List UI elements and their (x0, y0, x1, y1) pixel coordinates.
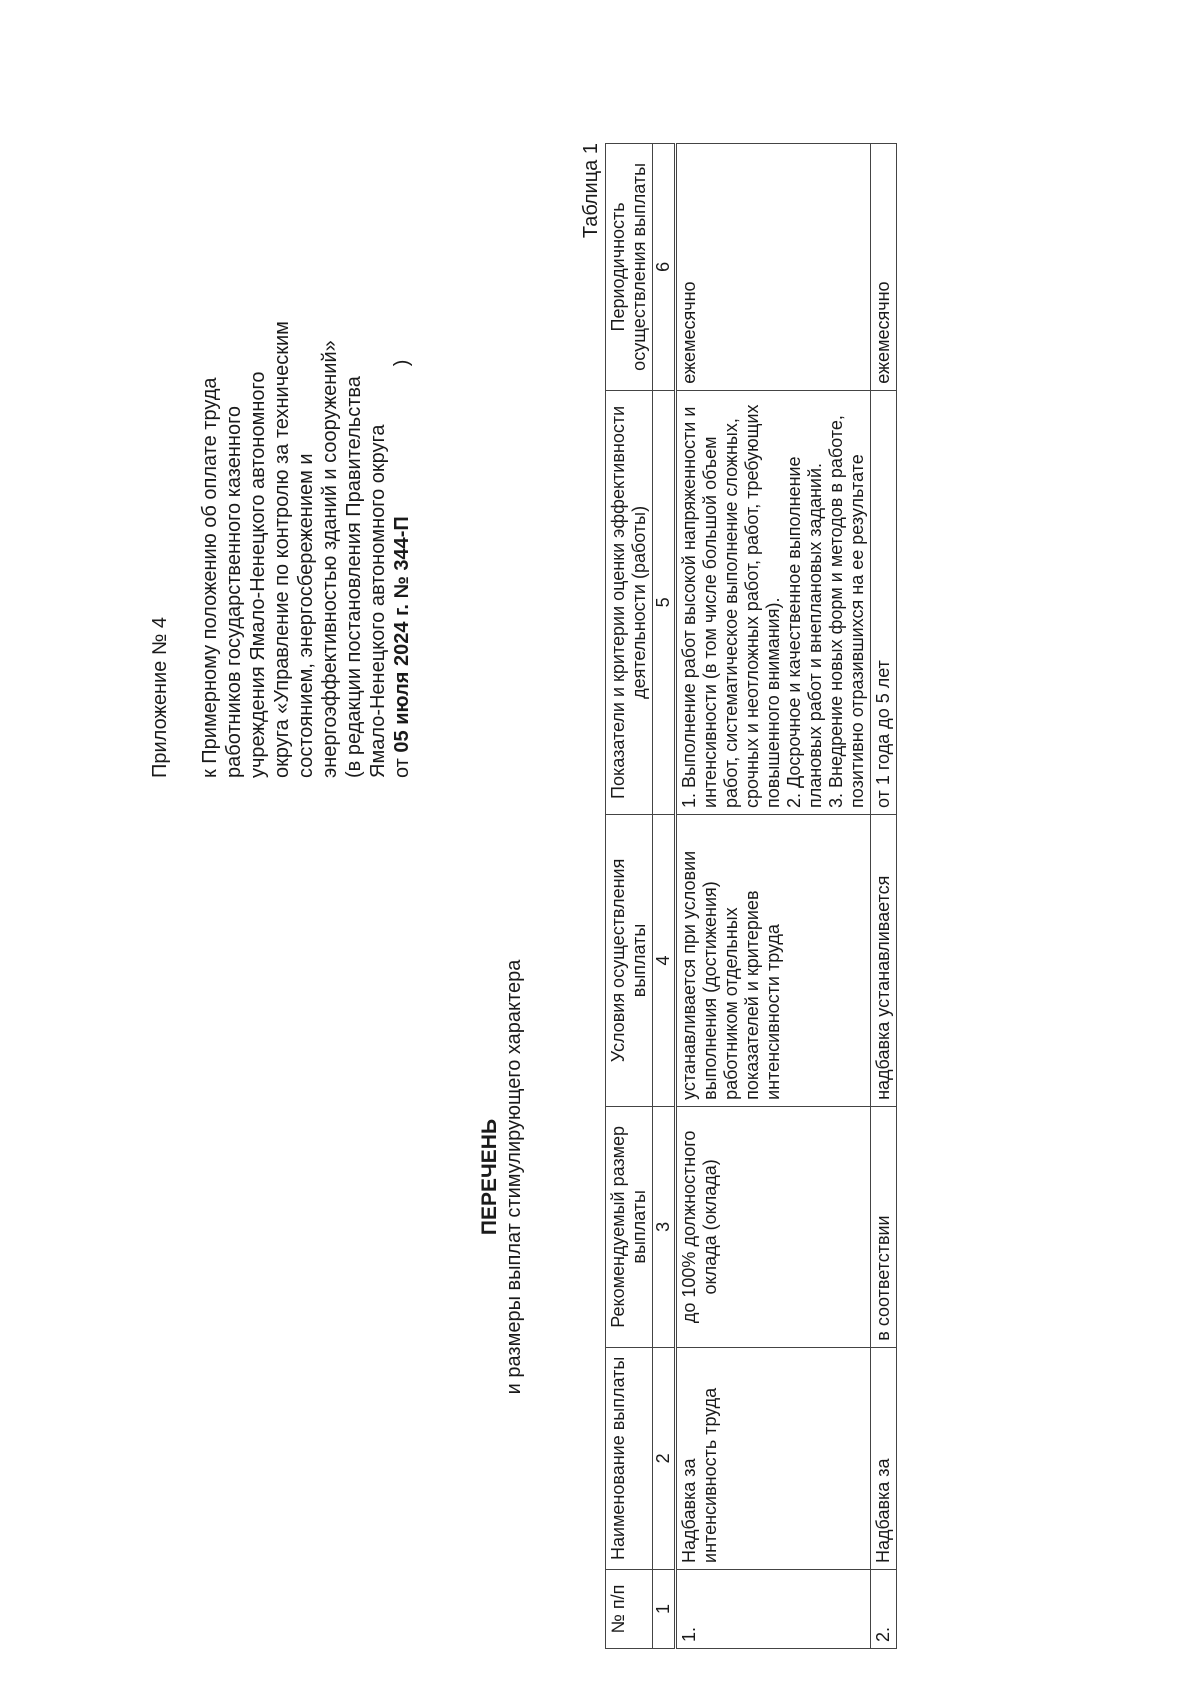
column-number: 3 (653, 1106, 676, 1347)
document-title (478, 657, 526, 1697)
appendix-number: Приложение № 4 (149, 617, 171, 778)
payment-name: Надбавка за (871, 1347, 897, 1569)
title-sub: и размеры выплат стимулирующего характера (503, 959, 525, 1395)
header-cell: № п/п (606, 1569, 653, 1648)
payment-name: Надбавка за интенсивность труда (676, 1347, 871, 1569)
table-header-row (606, 144, 653, 1649)
appendix-line: состоянием, энергосбережением и (295, 453, 317, 778)
column-number: 1 (653, 1569, 676, 1648)
payment-criteria: от 1 года до 5 лет (871, 390, 897, 814)
header-cell: Условия осуществления выплаты (606, 814, 653, 1106)
date-prefix: от (391, 758, 413, 778)
header-cell: Показатели и критерии оценки эффективности деятельности (работы) (606, 390, 653, 814)
payment-period: ежемесячно (871, 144, 897, 391)
payment-size: до 100% должностного оклада (оклада) (676, 1106, 871, 1347)
payments-table (605, 143, 897, 1649)
column-number: 6 (653, 144, 676, 391)
date-suffix: ) (391, 359, 413, 367)
payment-period: ежемесячно (676, 144, 871, 391)
appendix-line: энергоэффективностью зданий и сооружений» (319, 340, 341, 778)
appendix-line: к Примерному положению об оплате труда (199, 377, 221, 778)
appendix-line: работников государственного казенного (223, 405, 245, 778)
payment-conditions: устанавливается при условии выполнения (достижения) работником отдельных показателей и критериев интенсивности труда (676, 814, 871, 1106)
table-label: Таблица 1 (580, 143, 602, 239)
header-cell: Наименование выплаты (606, 1347, 653, 1569)
appendix-line: округа «Управление по контролю за техническим (271, 321, 293, 778)
payment-criteria: 1. Выполнение работ высокой напряженности и интенсивности (в том числе большой объем работ, систематическое выполнение сложных, срочных и неотложных работ, работ, требующих повышенного внимания). 2. Досрочное и качественное выполнение плановых работ и внеплановых заданий. 3. Внедрение новых форм и методов в работе, позитивно отразившихся на ее результате (676, 390, 871, 814)
column-number: 2 (653, 1347, 676, 1569)
row-number: 1. (676, 1569, 871, 1648)
payment-size: в соответствии (871, 1106, 897, 1347)
column-number-row (653, 144, 676, 1649)
appendix-date-line (390, 158, 414, 778)
appendix-line: учреждения Ямало-Ненецкого автономного (247, 371, 269, 778)
table-row (676, 144, 871, 1649)
appendix-header (148, 158, 414, 778)
row-number: 2. (871, 1569, 897, 1648)
date-number: 05 июля 2024 г. № 344-П (391, 516, 413, 753)
header-cell: Периодичность осуществления выплаты (606, 144, 653, 391)
rotated-content (0, 97, 1160, 1697)
title-main: ПЕРЕЧЕНЬ (478, 1118, 501, 1236)
table-row (871, 144, 897, 1649)
payment-conditions: надбавка устанавливается (871, 814, 897, 1106)
column-number: 4 (653, 814, 676, 1106)
column-number: 5 (653, 390, 676, 814)
appendix-line: Ямало-Ненецкого автономного округа (367, 424, 389, 778)
appendix-line: (в редакции постановления Правительства (343, 376, 365, 778)
header-cell: Рекомендуемый размер выплаты (606, 1106, 653, 1347)
